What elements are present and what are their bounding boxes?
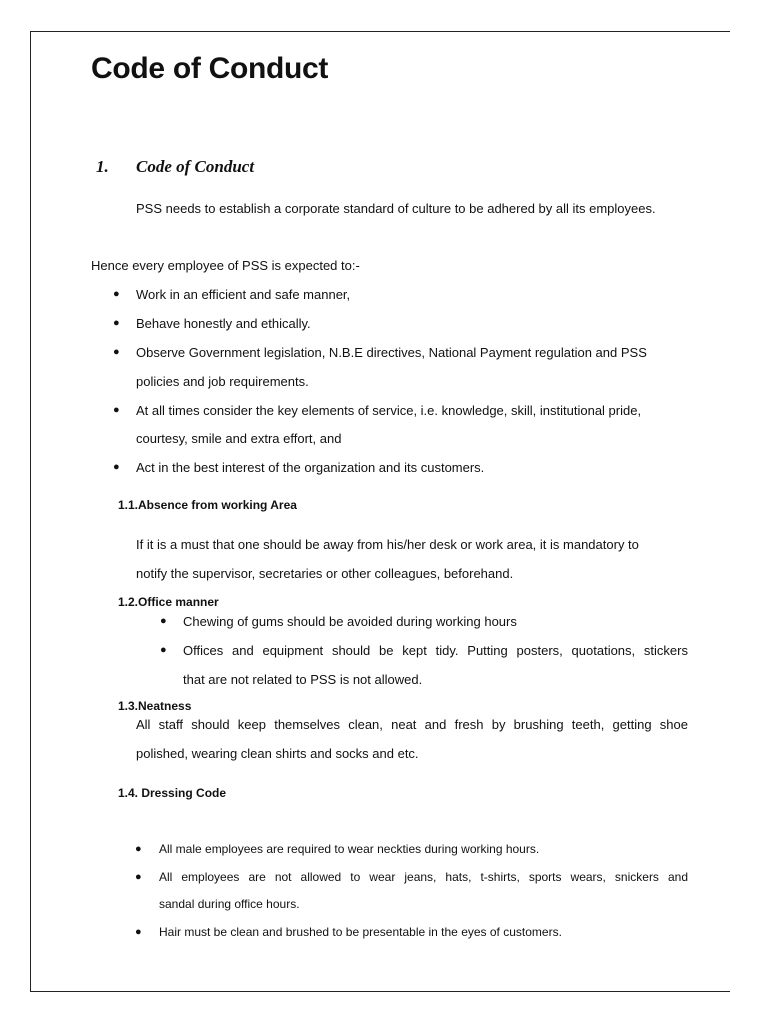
subsection-heading-1-4: 1.4. Dressing Code — [118, 786, 227, 800]
office-bullet-2-line-1: Offices and equipment should be kept tidy. Putting posters, quotations, stickers — [183, 643, 688, 658]
dress-bullet-1: All male employees are required to wear neckties during working hours. — [159, 842, 540, 856]
lead-sentence: Hence every employee of PSS is expected to:- — [91, 258, 360, 273]
neatness-line-2: polished, wearing clean shirts and socks and etc. — [136, 746, 419, 761]
office-bullet-2-line-2: that are not related to PSS is not allowed. — [183, 672, 423, 687]
absence-line-1: If it is a must that one should be away from his/her desk or work area, it is mandatory to — [136, 537, 639, 552]
bullet-3-line-1: Observe Government legislation, N.B.E directives, National Payment regulation and PSS — [136, 345, 647, 360]
absence-line-2: notify the supervisor, secretaries or other colleagues, beforehand. — [136, 566, 514, 581]
office-bullet-1: Chewing of gums should be avoided during working hours — [183, 614, 517, 629]
bullet-dot: ● — [160, 615, 167, 627]
subsection-heading-1-3: 1.3.Neatness — [118, 699, 192, 713]
bullet-2-line-1: Behave honestly and ethically. — [136, 316, 311, 331]
section-title: Code of Conduct — [136, 157, 255, 176]
intro-paragraph: PSS needs to establish a corporate standard of culture to be adhered by all its employees. — [136, 201, 656, 216]
bullet-5-line-1: Act in the best interest of the organization and its customers. — [136, 460, 485, 475]
dress-bullet-2-line-1: All employees are not allowed to wear jeans, hats, t-shirts, sports wears, snickers and — [159, 870, 688, 884]
bullet-dot: ● — [113, 461, 120, 473]
bullet-dot: ● — [113, 404, 120, 416]
bullet-dot: ● — [113, 317, 120, 329]
bullet-4-line-1: At all times consider the key elements of service, i.e. knowledge, skill, institutional pride, — [136, 403, 642, 418]
bullet-3-line-2: policies and job requirements. — [136, 374, 309, 389]
neatness-line-1: All staff should keep themselves clean, neat and fresh by brushing teeth, getting shoe — [136, 717, 688, 732]
bullet-dot: ● — [135, 926, 142, 938]
document-title: Code of Conduct — [91, 52, 329, 85]
dress-bullet-3: Hair must be clean and brushed to be presentable in the eyes of customers. — [159, 925, 562, 939]
section-number: 1. — [96, 157, 109, 176]
bullet-1-line-1: Work in an efficient and safe manner, — [136, 287, 351, 302]
bullet-dot: ● — [113, 346, 120, 358]
bullet-dot: ● — [135, 843, 142, 855]
bullet-dot: ● — [160, 644, 167, 656]
bullet-4-line-2: courtesy, smile and extra effort, and — [136, 431, 342, 446]
subsection-heading-1-1: 1.1.Absence from working Area — [118, 498, 297, 512]
bullet-dot: ● — [113, 288, 120, 300]
subsection-heading-1-2: 1.2.Office manner — [118, 595, 219, 609]
bullet-dot: ● — [135, 871, 142, 883]
dress-bullet-2-line-2: sandal during office hours. — [159, 897, 300, 911]
